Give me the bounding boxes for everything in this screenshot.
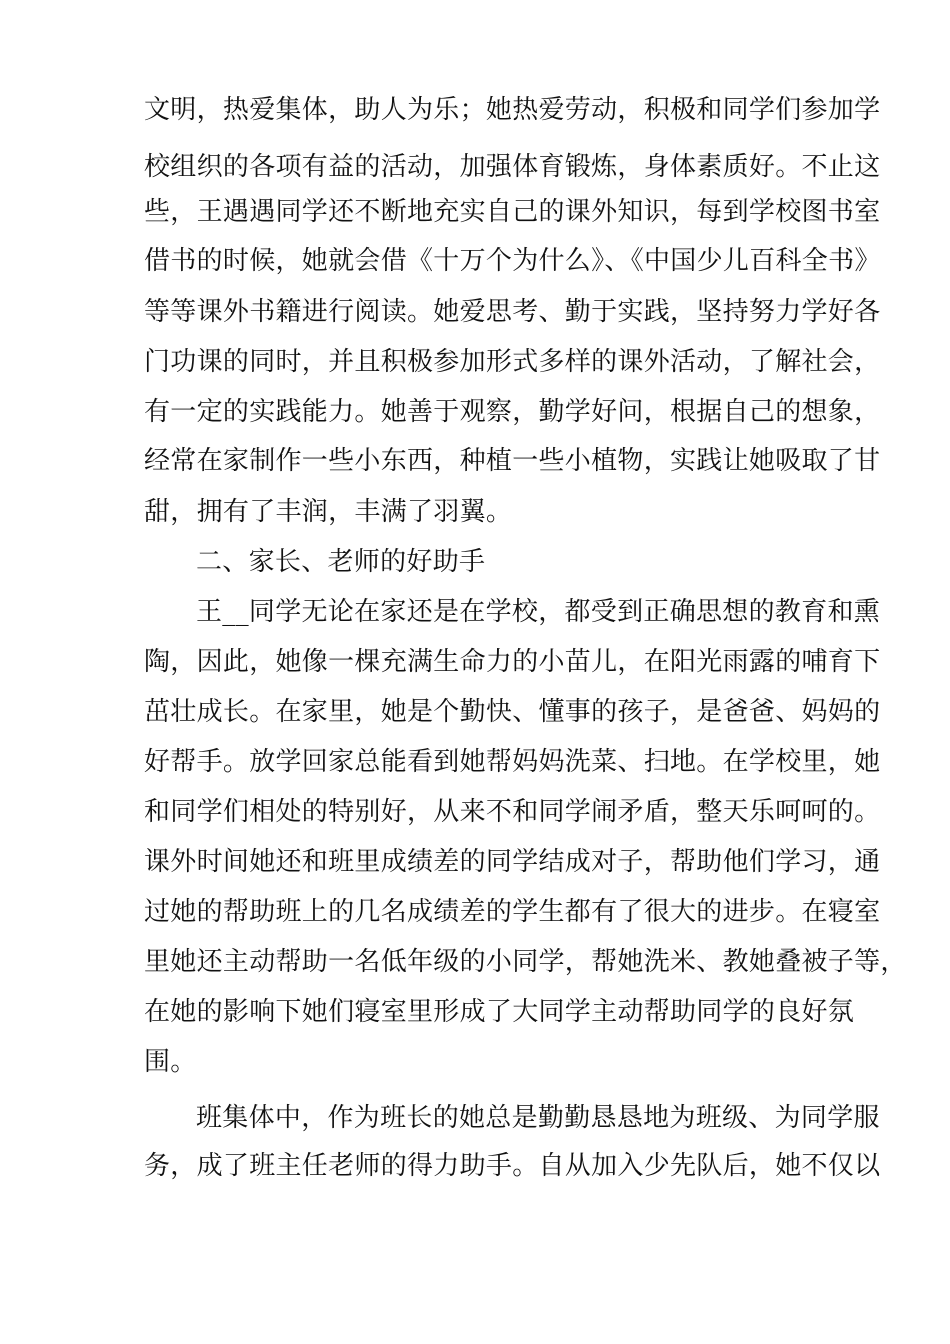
text-line: 围。 (144, 1047, 197, 1077)
text-line: 好帮手。放学回家总能看到她帮妈妈洗菜、扫地。在学校里，她 (144, 747, 881, 777)
text-line: 茁壮成长。在家里，她是个勤快、懂事的孩子，是爸爸、妈妈的 (144, 697, 881, 727)
text-line: 些，王遇遇同学还不断地充实自己的课外知识，每到学校图书室 (144, 197, 881, 227)
text-line: 校组织的各项有益的活动，加强体育锻炼，身体素质好。不止这 (144, 152, 881, 182)
text-line: 班集体中，作为班长的她总是勤勤恳恳地为班级、为同学服 (196, 1103, 880, 1133)
text-line: 过她的帮助班上的几名成绩差的学生都有了很大的进步。在寝室 (144, 897, 881, 927)
text-line: 课外时间她还和班里成绩差的同学结成对子，帮助他们学习，通 (144, 847, 881, 877)
text-line: 王__同学无论在家还是在学校，都受到正确思想的教育和熏 (196, 597, 881, 627)
text-line: 等等课外书籍进行阅读。她爱思考、勤于实践，坚持努力学好各 (144, 297, 881, 327)
text-line: 陶，因此，她像一棵充满生命力的小苗儿，在阳光雨露的哺育下 (144, 647, 881, 677)
text-line: 文明，热爱集体，助人为乐；她热爱劳动，积极和同学们参加学 (144, 95, 881, 125)
text-line: 务，成了班主任老师的得力助手。自从加入少先队后，她不仅以 (144, 1151, 881, 1181)
text-line: 甜，拥有了丰润，丰满了羽翼。 (144, 497, 513, 527)
text-line: 经常在家制作一些小东西，种植一些小植物，实践让她吸取了甘 (144, 446, 881, 476)
text-line: 在她的影响下她们寝室里形成了大同学主动帮助同学的良好氛 (144, 997, 855, 1027)
text-line: 门功课的同时，并且积极参加形式多样的课外活动，了解社会， (144, 347, 881, 377)
section-heading: 二、家长、老师的好助手 (196, 547, 486, 577)
text-line: 有一定的实践能力。她善于观察，勤学好问，根据自己的想象， (144, 397, 881, 427)
text-line: 和同学们相处的特别好，从来不和同学闹矛盾，整天乐呵呵的。 (144, 797, 881, 827)
text-line: 里她还主动帮助一名低年级的小同学，帮她洗米、教她叠被子等， (144, 947, 907, 977)
text-line: 借书的时候，她就会借《十万个为什么》、《中国少儿百科全书》 (144, 246, 881, 276)
